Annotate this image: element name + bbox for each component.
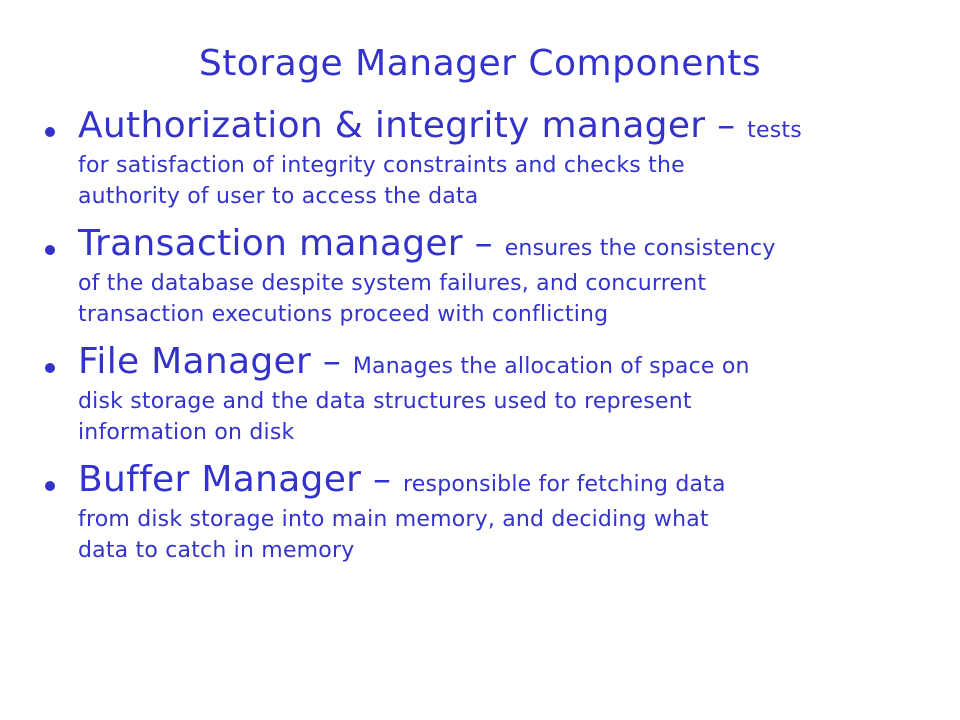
bullet-description-line: of the database despite system failures, and concurrent [78, 271, 707, 296]
bullet-description-line: transaction executions proceed with conflicting [78, 302, 609, 327]
bullet-description-start: ensures the consistency [504, 236, 776, 261]
bullet-description [78, 268, 925, 330]
bullet-term: File Manager – [78, 341, 353, 382]
bullet-description [78, 150, 925, 212]
bullet-description-line: from disk storage into main memory, and deciding what [78, 507, 709, 532]
bullet-dot-icon [45, 127, 55, 137]
bullet-description-line: data to catch in memory [78, 538, 355, 563]
bullet-authorization-integrity-manager [45, 104, 925, 212]
bullet-buffer-manager [45, 458, 925, 566]
bullet-list [45, 104, 925, 576]
bullet-heading [78, 340, 925, 390]
bullet-heading [78, 222, 925, 272]
bullet-file-manager [45, 340, 925, 448]
bullet-term: Buffer Manager – [78, 459, 404, 500]
bullet-dot-icon [45, 481, 55, 491]
slide-title: Storage Manager Components [198, 43, 762, 84]
bullet-description-line: disk storage and the data structures used to represent [78, 389, 692, 414]
bullet-description-line: information on disk [78, 420, 295, 445]
bullet-heading [78, 458, 925, 508]
bullet-term: Authorization & integrity manager – [78, 105, 748, 146]
bullet-dot-icon [45, 245, 55, 255]
bullet-description [78, 504, 925, 566]
bullet-description-start: responsible for fetching data [403, 472, 726, 497]
bullet-description-start: Manages the allocation of space on [352, 354, 750, 379]
bullet-dot-icon [45, 363, 55, 373]
bullet-transaction-manager [45, 222, 925, 330]
bullet-description-line: authority of user to access the data [78, 184, 479, 209]
bullet-description-line: for satisfaction of integrity constraints and checks the [78, 153, 685, 178]
bullet-term: Transaction manager – [78, 223, 505, 264]
bullet-heading [78, 104, 925, 154]
bullet-description-start: tests [747, 118, 802, 143]
bullet-description [78, 386, 925, 448]
